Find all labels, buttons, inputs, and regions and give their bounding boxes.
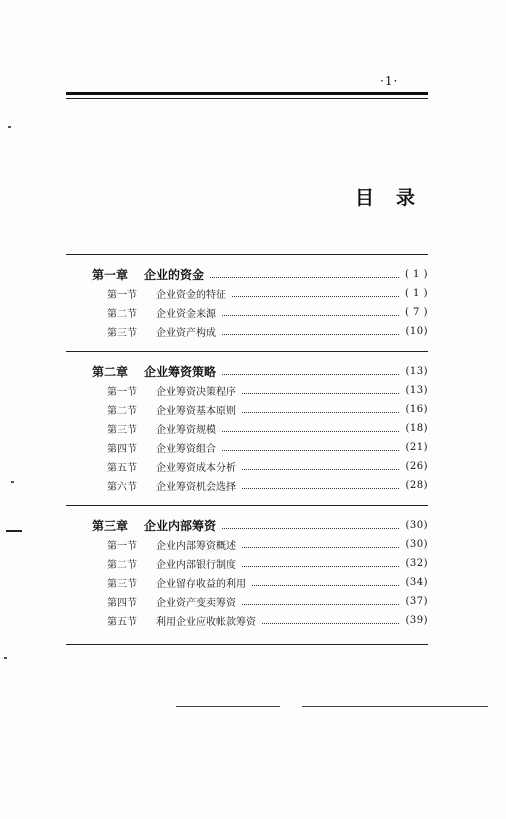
chapter-block xyxy=(66,254,428,345)
toc-chapter-entry[interactable] xyxy=(66,362,428,381)
toc-section-entry[interactable] xyxy=(66,400,428,419)
page-ref: (30) xyxy=(405,539,428,550)
section-number: 第三节 xyxy=(107,579,137,590)
dot-leader xyxy=(232,296,399,297)
toc-section-entry[interactable] xyxy=(66,284,428,303)
scan-mark xyxy=(8,126,11,128)
section-title: 企业留存收益的利用 xyxy=(156,579,246,590)
section-title: 企业筹资决策程序 xyxy=(156,387,236,398)
page-ref: (18) xyxy=(405,423,428,434)
page-ref: (13) xyxy=(405,385,428,396)
page-ref: (37) xyxy=(405,596,428,607)
chapter-block xyxy=(66,351,428,499)
header-rule-thin xyxy=(66,98,428,99)
toc-chapter-entry[interactable] xyxy=(66,516,428,535)
dot-leader xyxy=(222,315,399,316)
page-ref: ( 1 ) xyxy=(404,288,428,299)
chapter-number: 第三章 xyxy=(92,519,129,533)
section-title: 企业筹资组合 xyxy=(156,444,216,455)
dot-leader xyxy=(242,488,399,489)
section-title: 企业筹资成本分析 xyxy=(156,463,236,474)
toc-section-entry[interactable] xyxy=(66,535,428,554)
page-ref: (28) xyxy=(405,480,428,491)
section-number: 第五节 xyxy=(107,617,137,628)
toc-section-entry[interactable] xyxy=(66,592,428,611)
toc-section-entry[interactable] xyxy=(66,554,428,573)
toc-section-entry[interactable] xyxy=(66,322,428,341)
section-number: 第三节 xyxy=(107,425,137,436)
dot-leader xyxy=(222,334,399,335)
page-ref: (30) xyxy=(405,520,428,531)
section-number: 第四节 xyxy=(107,444,137,455)
section-title: 企业筹资规模 xyxy=(156,425,216,436)
section-title: 企业资产变卖筹资 xyxy=(156,598,236,609)
chapter-title: 企业筹资策略 xyxy=(144,365,217,379)
chapter-block xyxy=(66,505,428,634)
section-number: 第一节 xyxy=(107,290,137,301)
page-ref: (26) xyxy=(405,461,428,472)
section-number: 第二节 xyxy=(107,560,137,571)
dot-leader xyxy=(262,623,399,624)
footer-rule-left xyxy=(176,706,280,707)
dot-leader xyxy=(242,393,399,394)
page-number: ·1· xyxy=(380,74,399,88)
section-title: 企业内部银行制度 xyxy=(156,560,236,571)
section-number: 第一节 xyxy=(107,541,137,552)
scan-mark xyxy=(6,530,22,532)
page-ref: ( 7 ) xyxy=(404,307,428,318)
dot-leader xyxy=(242,604,399,605)
page-ref: ( 1 ) xyxy=(404,269,428,280)
scan-mark xyxy=(4,657,7,659)
section-title: 企业资金来源 xyxy=(156,309,216,320)
section-number: 第一节 xyxy=(107,387,137,398)
toc-section-entry[interactable] xyxy=(66,457,428,476)
dot-leader xyxy=(210,277,399,278)
dot-leader xyxy=(242,547,399,548)
header-rule-thick xyxy=(66,92,428,95)
page-ref: (21) xyxy=(405,442,428,453)
chapter-number: 第一章 xyxy=(92,268,129,282)
section-number: 第六节 xyxy=(107,482,137,493)
chapter-title: 企业的资金 xyxy=(144,268,205,282)
section-number: 第二节 xyxy=(107,406,137,417)
toc-section-entry[interactable] xyxy=(66,303,428,322)
scan-mark xyxy=(11,481,14,483)
page-title: 目录 xyxy=(355,187,438,209)
section-title: 企业资产构成 xyxy=(156,328,216,339)
section-title: 企业内部筹资概述 xyxy=(156,541,236,552)
chapter-title: 企业内部筹资 xyxy=(144,519,217,533)
dot-leader xyxy=(222,431,399,432)
dot-leader xyxy=(222,450,399,451)
dot-leader xyxy=(242,469,399,470)
page-ref: (13) xyxy=(405,366,428,377)
toc-section-entry[interactable] xyxy=(66,611,428,630)
table-of-contents xyxy=(66,254,428,645)
section-number: 第四节 xyxy=(107,598,137,609)
section-title: 企业资金的特征 xyxy=(156,290,226,301)
toc-section-entry[interactable] xyxy=(66,573,428,592)
toc-section-entry[interactable] xyxy=(66,419,428,438)
section-title: 企业筹资机会选择 xyxy=(156,482,236,493)
toc-section-entry[interactable] xyxy=(66,438,428,457)
dot-leader xyxy=(242,412,399,413)
footer-rule-right xyxy=(302,706,488,707)
page-ref: (32) xyxy=(405,558,428,569)
dot-leader xyxy=(222,528,399,529)
page-ref: (16) xyxy=(405,404,428,415)
toc-section-entry[interactable] xyxy=(66,381,428,400)
toc-end-rule xyxy=(66,644,428,645)
chapter-number: 第二章 xyxy=(92,365,129,379)
toc-section-entry[interactable] xyxy=(66,476,428,495)
dot-leader xyxy=(222,374,399,375)
dot-leader xyxy=(242,566,399,567)
section-title: 利用企业应收帐款筹资 xyxy=(156,617,256,628)
page-ref: (10) xyxy=(405,326,428,337)
section-number: 第五节 xyxy=(107,463,137,474)
section-title: 企业筹资基本原则 xyxy=(156,406,236,417)
page-ref: (34) xyxy=(405,577,428,588)
section-number: 第三节 xyxy=(107,328,137,339)
section-number: 第二节 xyxy=(107,309,137,320)
page-ref: (39) xyxy=(405,615,428,626)
dot-leader xyxy=(252,585,399,586)
toc-chapter-entry[interactable] xyxy=(66,265,428,284)
